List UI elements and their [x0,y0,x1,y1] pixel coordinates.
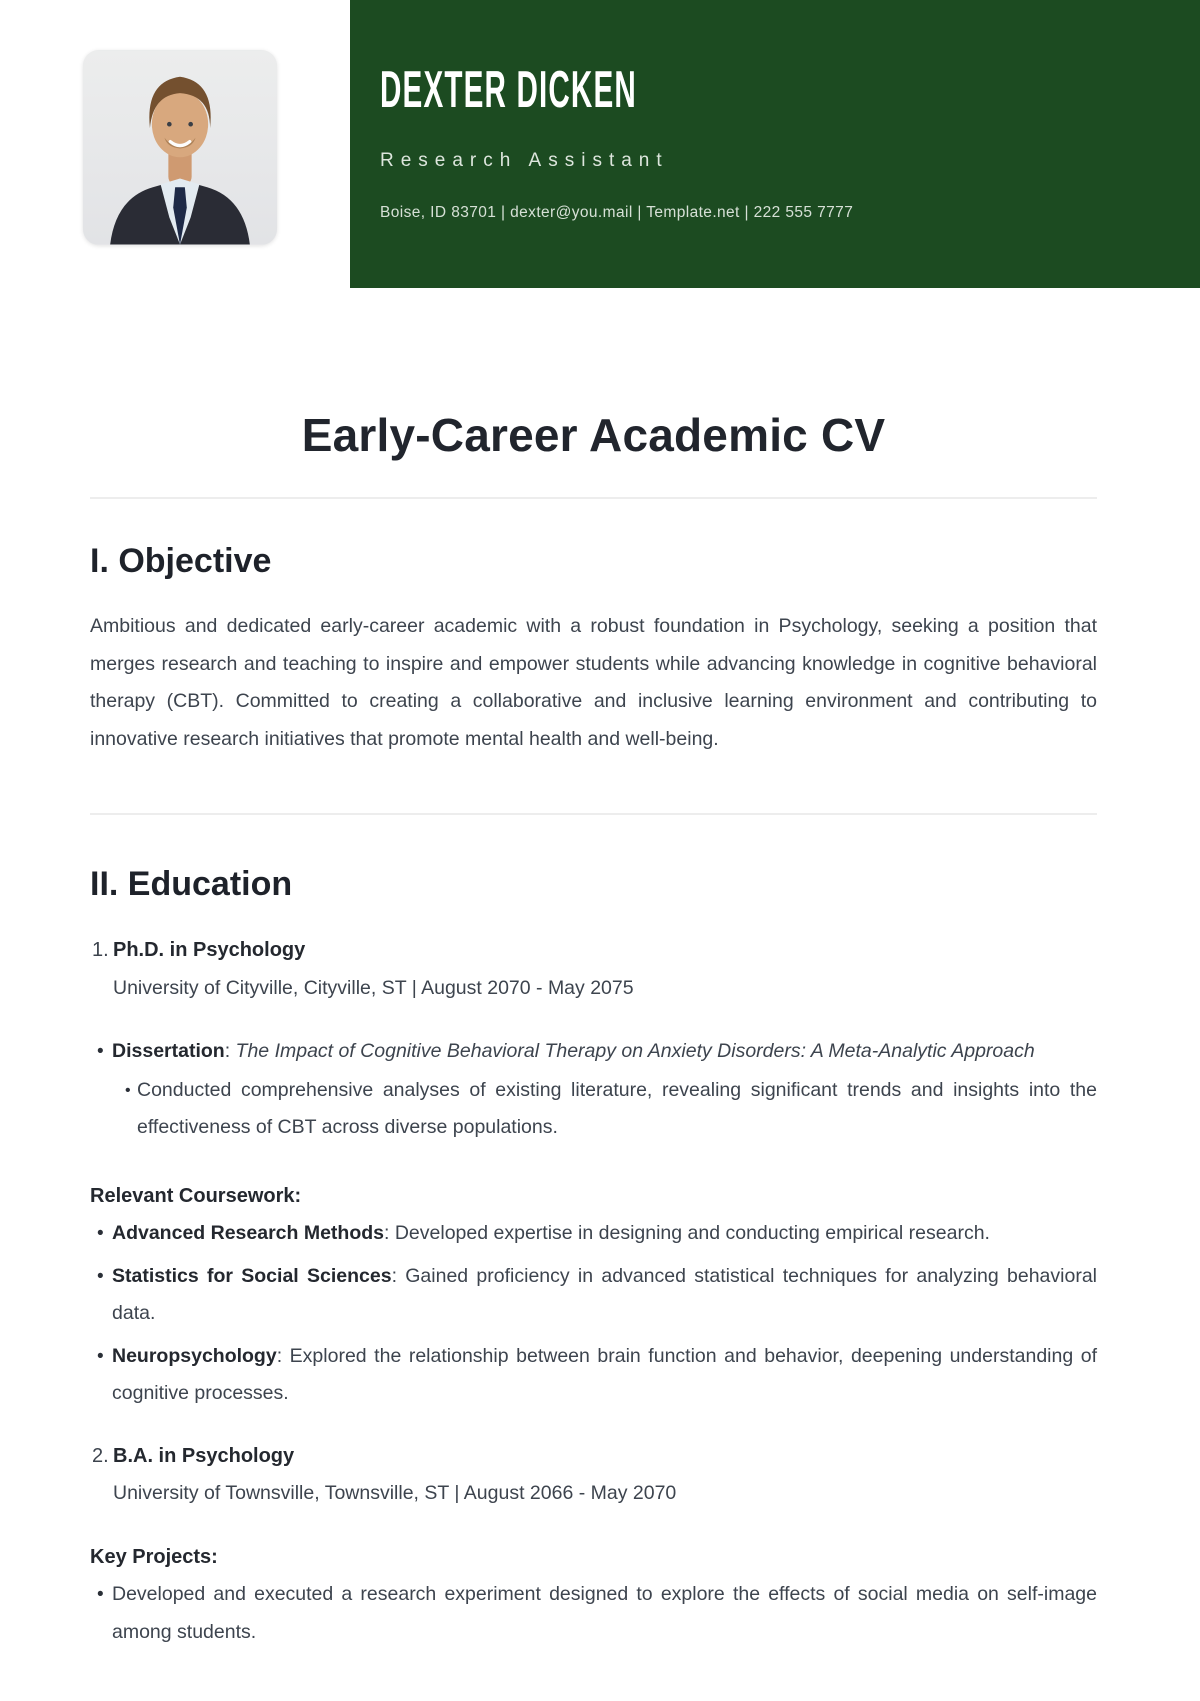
coursework-bullet [112,1258,1097,1333]
dissertation-sub-bullet: Conducted comprehensive analyses of existing literature, revealing significant trends and insights into the effectiveness of CBT across diverse populations. [137,1078,1097,1139]
dissertation-bullet [112,1033,1097,1147]
course-description: : Explored the relationship between brain function and behavior, deepening understanding of cognitive processes. [112,1344,1097,1405]
school-and-dates: University of Cityville, Cityville, ST | August 2070 - May 2075 [113,976,634,999]
profile-photo-illustration [83,50,277,245]
objective-heading: I. Objective [90,541,272,580]
education-item-1-heading [92,932,1097,970]
education-heading: II. Education [90,865,293,904]
dissertation-sub-list [125,1072,1097,1147]
list-number: 2. [92,1444,109,1467]
coursework-bullet [112,1338,1097,1413]
coursework-label: Relevant Coursework: [90,1184,302,1207]
list-number: 1. [92,939,109,962]
list-item [97,1033,1097,1147]
course-name: Advanced Research Methods [112,1222,385,1245]
bullet-dot: • [97,1265,104,1287]
school-and-dates: University of Townsville, Townsville, ST | August 2066 - May 2070 [113,1482,677,1505]
profile-photo [83,50,277,245]
education-item-2-heading [92,1438,1097,1476]
cv-header [0,0,1200,288]
bullet-dot: • [125,1081,131,1099]
separator: : [224,1040,236,1063]
course-name: Statistics for Social Sciences [112,1264,392,1287]
list-item [97,1576,1097,1651]
bullet-dot: • [97,1041,104,1063]
section-divider [90,813,1097,815]
person-name: DEXTER DICKEN [380,61,637,119]
course-name: Neuropsychology [112,1344,277,1367]
degree-title: B.A. in Psychology [113,1444,295,1467]
key-projects-label: Key Projects: [90,1545,218,1568]
contact-line: Boise, ID 83701 | dexter@you.mail | Template.net | 222 555 7777 [380,203,854,221]
bullet-dot: • [97,1584,104,1606]
list-item [97,1215,1097,1253]
dissertation-title: The Impact of Cognitive Behavioral Therapy on Anxiety Disorders: A Meta-Analytic Approach [235,1040,1035,1063]
coursework-bullet [112,1215,1097,1253]
list-item [97,1258,1097,1333]
dissertation-label: Dissertation [112,1040,225,1063]
key-projects-list [97,1576,1097,1651]
list-item [97,1338,1097,1413]
section-divider [90,497,1097,499]
objective-paragraph: Ambitious and dedicated early-career academic with a robust foundation in Psychology, seeking a position that merges research and teaching to inspire and empower students while advancing knowledge in cognitive behavioral therapy (CBT). Committed to creating a collaborative and inclusive learning environment and contributing to innovative research initiatives that promote mental health and well-being. [90,615,1097,750]
course-description: : Developed expertise in designing and conducting empirical research. [384,1222,990,1245]
header-green-band [350,0,1200,288]
person-role: Research Assistant [380,150,669,171]
list-item [125,1072,1097,1147]
course-description: : Gained proficiency in advanced statistical techniques for analyzing behavioral data. [112,1264,1097,1325]
cv-body [0,410,1200,1651]
key-project-bullet: Developed and executed a research experiment designed to explore the effects of social media on self-image among students. [112,1583,1097,1643]
coursework-list [97,1215,1097,1413]
dissertation-list [97,1033,1097,1147]
bullet-dot: • [97,1223,104,1245]
bullet-dot: • [97,1345,104,1367]
document-title: Early-Career Academic CV [301,409,886,461]
degree-title: Ph.D. in Psychology [113,939,306,962]
